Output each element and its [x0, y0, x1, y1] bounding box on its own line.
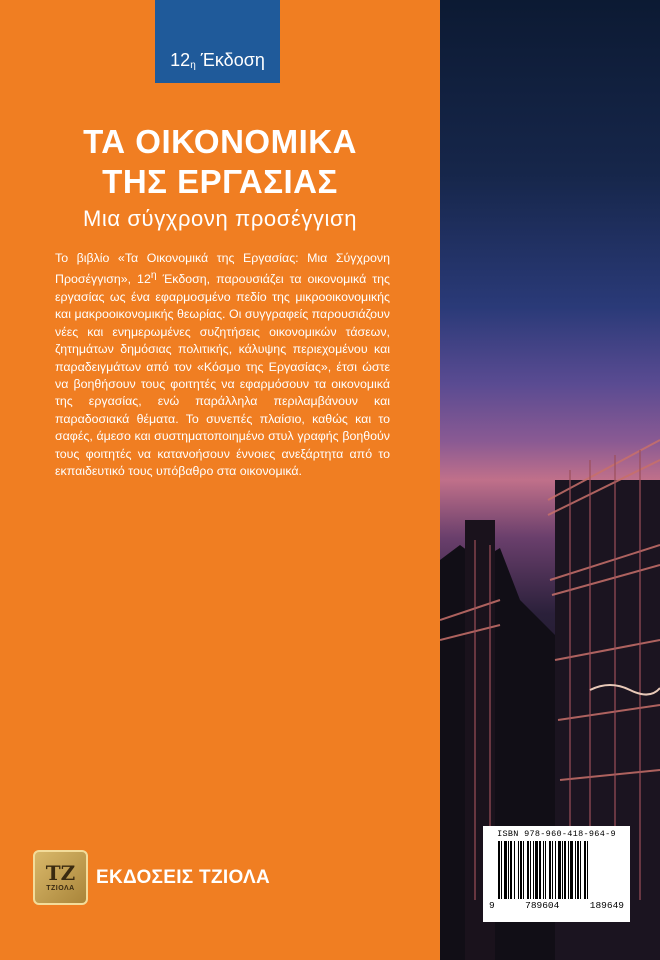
edition-label: Έκδοση	[200, 50, 265, 70]
barcode-label	[483, 826, 630, 922]
description-part-2: Έκδοση, παρουσιάζει τα οικονομικά της εργασίας ως ένα εφαρμοσμένο πεδίο της μικροοικονομικής και μακροοικονομικής θεωρίας. Οι συγγραφείς παρουσιάζουν νέες και ενημερωμένες συζητήσεις οικονομικών τάσεων, ζητημάτων δημόσιας πολιτικής, κάλυψης περιεχομένου και παραδειγμάτων από τον «Κόσμο της Εργασίας», έτσι ώστε να βοηθήσουν τους φοιτητές να εφαρμόσουν τα οικονομικά της εργασίας, ενώ παράλληλα περιλαμβάνουν και παραδοσιακά θέματα. Το συνεπές πλαίσιο, καθώς και το σαφές, άμεσο και συστηματοποιημένο στυλ γραφής βοηθούν τους φοιτητές να κατανοήσουν έννοιες ανεξάρτητα από το εκπαιδευτικό τους υπόβαθρο στα οικονομικά.	[55, 272, 390, 478]
title-line-2: ΤΗΣ ΕΡΓΑΣΙΑΣ	[102, 163, 338, 200]
publisher-name: ΕΚΔΟΣΕΙΣ ΤΖΙΟΛΑ	[96, 866, 271, 888]
edition-badge	[155, 0, 280, 83]
description-superscript: η	[150, 270, 157, 282]
barcode-first-digit: 9	[489, 900, 495, 911]
barcode-bars	[492, 841, 622, 899]
industrial-structure-illustration	[440, 0, 660, 960]
barcode-left-group: 789604	[525, 900, 560, 911]
edition-superscript: η	[190, 60, 196, 71]
isbn-text: ISBN 978-960-418-964-9	[497, 829, 616, 839]
logo-mark: ΤΖ	[45, 861, 76, 885]
logo-subtext: ΤΖΙΟΛΑ	[46, 885, 75, 892]
cover-photo-panel	[440, 0, 660, 960]
title-line-1: ΤΑ ΟΙΚΟΝΟΜΙΚΑ	[83, 123, 357, 160]
publisher-logo	[33, 850, 88, 905]
subtitle: Μια σύγχρονη προσέγγιση	[82, 206, 358, 231]
edition-number: 12	[170, 50, 191, 70]
barcode-right-group: 189649	[589, 900, 624, 911]
description-part-1: Το βιβλίο «Τα Οικονομικά της Εργασίας: Μια Σύγχρονη Προσέγγιση», 12	[55, 251, 390, 287]
description-paragraph	[55, 250, 390, 480]
publisher-block	[33, 850, 270, 905]
barcode-digits	[489, 900, 624, 911]
